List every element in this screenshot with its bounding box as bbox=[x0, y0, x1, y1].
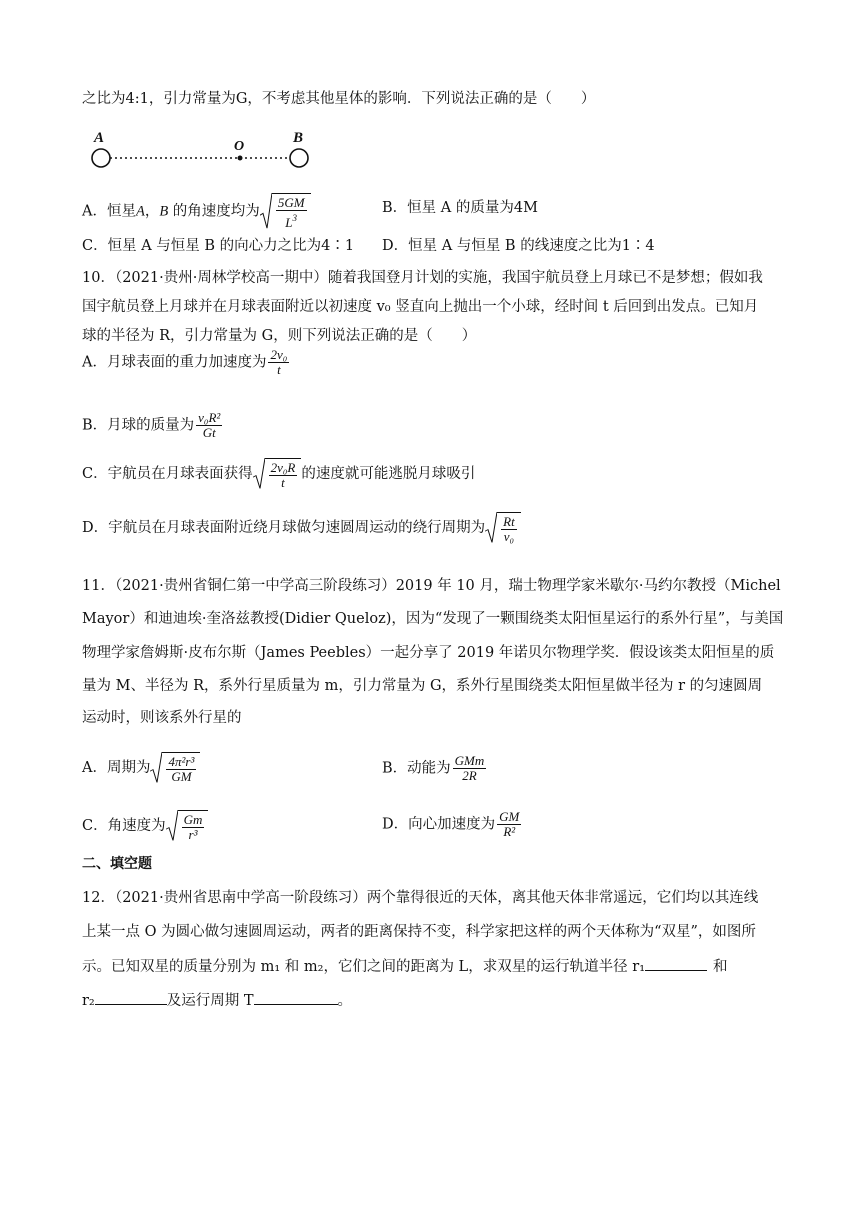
q10-line2: 国宇航员登上月球并在月球表面附近以初速度 v₀ 竖直向上抛出一个小球，经时间 t 后回到出发点。已知月 bbox=[82, 299, 759, 315]
label-b: B bbox=[293, 130, 304, 146]
label-a: A bbox=[94, 130, 105, 146]
answer-blank-r1[interactable] bbox=[645, 956, 707, 971]
q11-option-b: B．动能为 $\frac{\text{GMm}}{2R}$ bbox=[382, 753, 485, 783]
center-o-point bbox=[238, 156, 243, 161]
q12-line4: r₂ 及运行周期 T 。 bbox=[82, 990, 352, 1011]
star-a-circle bbox=[92, 149, 110, 167]
q9-intro: 之比为4:1，引力常量为G，不考虑其他星体的影响．下列说法正确的是（ ） bbox=[82, 91, 596, 107]
star-b-circle bbox=[290, 149, 308, 167]
q9-option-d: D．恒星 A 与恒星 B 的线速度之比为1∶4 bbox=[382, 238, 655, 254]
q9-option-b: B．恒星 A 的质量为4M bbox=[382, 200, 538, 216]
q10-option-b: B．月球的质量为 $\frac{\text{v₀R²}}{Gt}$ bbox=[82, 410, 221, 440]
sqrt-expression: $\frac{\text{4π²r³}}{GM}$ bbox=[150, 752, 200, 784]
q12-line2: 上某一点 O 为圆心做匀速圆周运动，两者的距离保持不变，科学家把这样的两个天体称为“双星”，如图所 bbox=[82, 924, 756, 940]
sqrt-expression: $\frac{Rt}{\text{v₀}}$ bbox=[485, 512, 521, 544]
q10-option-d: D．宇航员在月球表面附近绕月球做匀速圆周运动的绕行周期为 $\frac{Rt}{\text{v₀}}$ bbox=[82, 512, 521, 544]
q9-option-a: A．恒星A，B 的角速度均为 $\frac{5GM}{L^3}$ bbox=[82, 193, 311, 230]
q11-option-d: D．向心加速度为 $\frac{GM}{\text{R²}}$ bbox=[382, 809, 520, 839]
label-o: O bbox=[234, 139, 245, 154]
q11-line1: 11．（2021·贵州省铜仁第一中学高三阶段练习）2019 年 10 月，瑞士物理学家米歇尔·马约尔教授（Michel bbox=[82, 578, 781, 594]
answer-blank-r2[interactable] bbox=[95, 990, 167, 1005]
q10-option-c: C．宇航员在月球表面获得 $\frac{\text{2v₀R}}{t}$ 的速度就可能逃脱月球吸引 bbox=[82, 460, 476, 490]
q11-line5: 运动时，则该系外行星的 bbox=[82, 710, 242, 726]
answer-blank-period[interactable] bbox=[254, 990, 338, 1005]
q10-line1: 10．（2021·贵州·周林学校高一期中）随着我国登月计划的实施，我国宇航员登上月球已不是梦想；假如我 bbox=[82, 270, 763, 286]
q10-option-a: A．月球表面的重力加速度为 $\frac{\text{2v₀}}{t}$ bbox=[82, 347, 288, 377]
q12-line1: 12．（2021·贵州省思南中学高一阶段练习）两个靠得很近的天体，离其他天体非常遥远，它们均以其连线 bbox=[82, 890, 759, 906]
sqrt-expression: $\frac{\text{2v₀R}}{t}$ bbox=[253, 458, 302, 490]
sqrt-expression: $\frac{5GM}{L^3}$ bbox=[260, 193, 311, 230]
sqrt-expression: $\frac{Gm}{\text{r³}}$ bbox=[166, 810, 209, 842]
q11-line2: Mayor）和迪迪埃·奎洛兹教授(Didier Queloz)，因为“发现了一颗围绕类太阳恒星运行的系外行星”，与美国 bbox=[82, 611, 784, 627]
section-heading: 二、填空题 bbox=[82, 856, 152, 872]
q12-line3: 示。已知双星的质量分别为 m₁ 和 m₂，它们之间的距离为 L，求双星的运行轨道半径 r₁ 和 bbox=[82, 956, 728, 977]
q10-line3: 球的半径为 R，引力常量为 G，则下列说法正确的是（ ） bbox=[82, 328, 477, 344]
q11-line3: 物理学家詹姆斯·皮布尔斯（James Peebles）一起分享了 2019 年诺贝尔物理学奖．假设该类太阳恒星的质 bbox=[82, 645, 775, 661]
binary-star-diagram bbox=[88, 126, 318, 176]
q11-line4: 量为 M、半径为 R，系外行星质量为 m，引力常量为 G，系外行星围绕类太阳恒星做半径为 r 的匀速圆周 bbox=[82, 678, 763, 694]
q11-option-c: C．角速度为 $\frac{Gm}{\text{r³}}$ bbox=[82, 810, 208, 842]
q9-option-c: C．恒星 A 与恒星 B 的向心力之比为4∶1 bbox=[82, 238, 355, 254]
q11-option-a: A．周期为 $\frac{\text{4π²r³}}{GM}$ bbox=[82, 752, 200, 784]
